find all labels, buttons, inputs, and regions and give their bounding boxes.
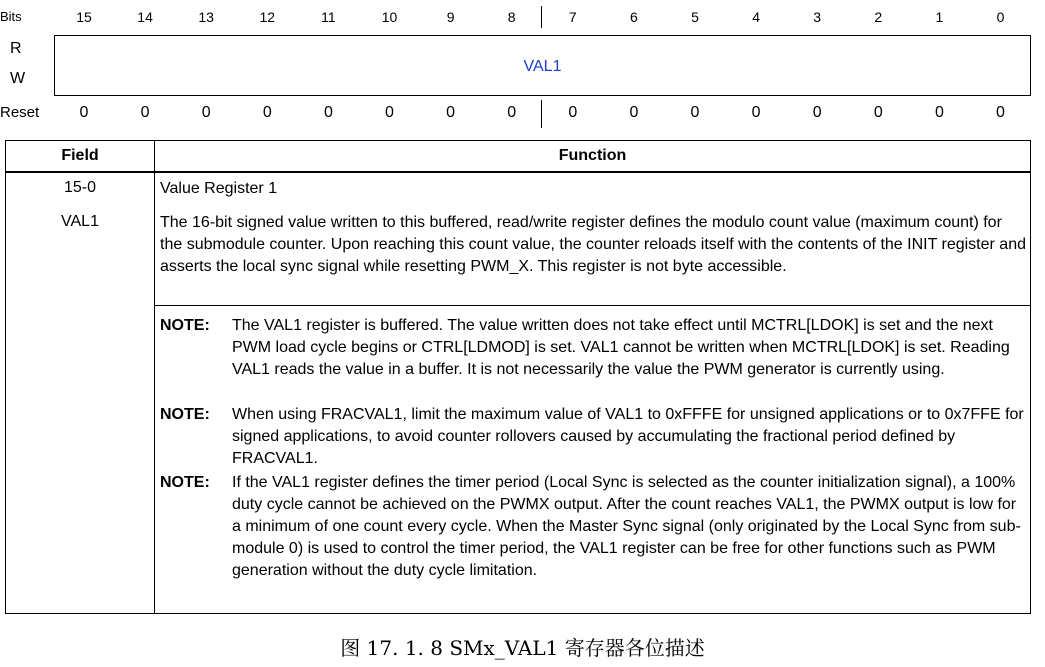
table-header	[6, 141, 1030, 173]
bit-number: 7	[568, 9, 577, 25]
bit-number: 13	[198, 9, 214, 25]
field-bits: 15-0	[63, 179, 97, 196]
bit-number: 6	[629, 9, 638, 25]
reset-value: 0	[568, 104, 578, 121]
bit-number: 0	[996, 9, 1005, 25]
bit-number: 4	[752, 9, 760, 25]
function-description: The 16-bit signed value written to this buffered, read/write register defines the modulo count value (maximum count) for the submodule counter. Upon reaching this count value, the counter reloads itself with the contents of the INIT register and asserts the local sync signal while resetting PWM_X. This register is not byte accessible.	[160, 214, 1026, 275]
reset-value: 0	[690, 104, 700, 121]
bits-label: Bits	[0, 9, 22, 24]
reset-value: 0	[751, 104, 761, 121]
reset-value: 0	[201, 104, 211, 121]
reset-value: 0	[79, 104, 89, 121]
bit-number: 11	[321, 9, 336, 25]
reset-value: 0	[629, 104, 639, 121]
reset-value: 0	[385, 104, 394, 121]
reset-value: 0	[507, 104, 517, 121]
reset-value: 0	[934, 104, 944, 121]
note-2	[160, 404, 1026, 470]
reset-value: 0	[873, 104, 883, 121]
reset-value: 0	[446, 104, 456, 121]
reset-value: 0	[812, 104, 822, 121]
byte-divider-top	[541, 6, 542, 28]
function-header: Function	[558, 147, 627, 164]
note-label: NOTE:	[160, 474, 210, 491]
byte-divider-bottom	[541, 100, 542, 128]
write-label: W	[10, 70, 26, 87]
reset-value: 0	[323, 104, 333, 121]
reset-label: Reset	[0, 104, 40, 121]
note-text: When using FRACVAL1, limit the maximum value of VAL1 to 0xFFFE for unsigned applications or to 0x7FFE for signed applications, to avoid counter rollovers caused by accumulating the fractional period defined by FRACVAL1.	[232, 406, 1024, 467]
function-title: Value Register 1	[160, 180, 278, 197]
note-label: NOTE:	[160, 406, 210, 423]
note-label: NOTE:	[160, 317, 210, 334]
note-separator	[155, 305, 1030, 306]
register-field-name: VAL1	[523, 58, 562, 75]
note-1	[160, 315, 1026, 403]
bit-number: 1	[935, 9, 944, 25]
bit-number: 10	[381, 9, 398, 25]
reset-value: 0	[140, 104, 150, 121]
register-field-box	[54, 35, 1031, 96]
bit-number: 15	[76, 9, 92, 25]
note-3	[160, 472, 1026, 606]
bit-number: 12	[259, 9, 276, 25]
column-separator	[154, 141, 155, 613]
bit-number: 9	[446, 9, 455, 25]
bit-number: 3	[813, 9, 822, 25]
bit-number: 2	[874, 9, 883, 25]
field-name: VAL1	[61, 213, 99, 230]
reset-value: 0	[996, 104, 1005, 121]
bit-number: 14	[137, 9, 153, 25]
field-header: Field	[61, 147, 99, 164]
read-label: R	[10, 40, 22, 57]
bit-number: 8	[507, 9, 516, 25]
bit-number: 5	[691, 9, 699, 25]
reset-value: 0	[262, 104, 272, 121]
field-function-table	[5, 140, 1031, 614]
note-text: If the VAL1 register defines the timer period (Local Sync is selected as the counter initialization signal), a 100% duty cycle cannot be achieved on the PWMX output. After the count reaches VAL1, the PWMX output is low for a minimum of one count every cycle. When the Master Sync signal (only originated by the Local Sync from sub-module 0) is used to control the timer period, the VAL1 register can be free for other functions such as PWM generation without the duty cycle limitation.	[232, 474, 1021, 579]
note-text: The VAL1 register is buffered. The value written does not take effect until MCTRL[LDOK] is set and the next PWM load cycle begins or CTRL[LDMOD] is set. VAL1 cannot be written when MCTRL[LDOK] is set. Reading VAL1 reads the value in a buffer. It is not necessarily the value the PWM generator is currently using.	[232, 317, 1010, 378]
figure-caption: 图 17. 1. 8 SMx_VAL1 寄存器各位描述	[340, 636, 705, 660]
